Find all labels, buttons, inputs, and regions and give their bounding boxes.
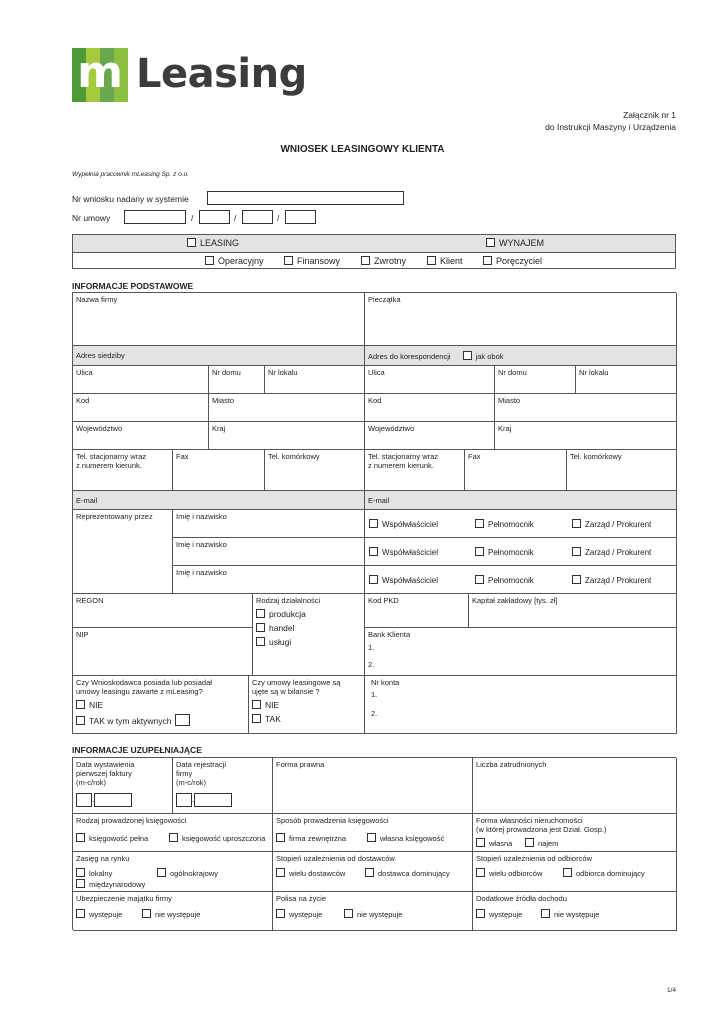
type-selection-box — [72, 234, 676, 269]
rented-option[interactable] — [525, 838, 558, 848]
extra-income-label: Dodatkowe źródła dochodu — [476, 894, 567, 903]
many-sup-label: wielu dostawców — [289, 869, 346, 878]
asset-not-occurs-option[interactable] — [142, 909, 200, 919]
activity-label: Rodzaj działalności — [256, 596, 321, 605]
invoice-line1: Data wystawienia — [76, 760, 135, 769]
life-insurance-field — [273, 892, 473, 931]
system-number-input[interactable] — [207, 191, 404, 205]
email-label: E-mail — [76, 496, 98, 505]
yes-label: TAK — [265, 714, 281, 724]
basic-info-table — [72, 292, 676, 734]
phone-label-line2: z numerem kierunk. — [76, 461, 142, 470]
capital-label: Kapitał zakładowy [tys. zł] — [472, 596, 558, 605]
market-reach-field — [73, 852, 273, 892]
rep-name-field-2[interactable] — [173, 538, 365, 566]
has-contracts-line1: Czy Wnioskodawca posiada lub posiadał — [76, 678, 212, 687]
balance-no-option[interactable] — [252, 700, 279, 710]
checkbox-icon[interactable] — [344, 909, 353, 918]
yes-active-label: TAK w tym aktywnych — [89, 716, 172, 726]
checkbox-icon[interactable] — [205, 256, 214, 265]
board-label: Zarząd / Prokurent — [585, 548, 652, 557]
rep-name-field-3[interactable] — [173, 566, 365, 594]
occurs-label: występuje — [289, 910, 323, 919]
checkbox-icon[interactable] — [276, 909, 285, 918]
leasing-option[interactable] — [187, 238, 239, 248]
hq-city-field[interactable] — [209, 394, 365, 422]
accounting-method-field — [273, 814, 473, 852]
hq-mobile-field[interactable] — [265, 450, 365, 491]
supplier-dep-label: Stopień uzależnienia od dostawców — [276, 854, 395, 863]
full-accounting-option[interactable] — [76, 833, 148, 843]
checkbox-icon[interactable] — [483, 256, 492, 265]
corr-local-no-field[interactable] — [576, 366, 677, 394]
local-label: lokalny — [89, 869, 113, 878]
asset-occurs-option[interactable] — [76, 909, 122, 919]
national-label: ogólnokrajowy — [170, 869, 218, 878]
accounting-label: Rodzaj prowadzonej księgowości — [76, 816, 187, 825]
reg-year-input[interactable] — [194, 793, 232, 807]
many-buyers-option[interactable] — [476, 868, 542, 878]
attorney-label: Pełnomocnik — [488, 548, 534, 557]
no-label: NIE — [89, 700, 104, 710]
account-no-field[interactable] — [365, 676, 677, 734]
company-logo — [72, 47, 307, 102]
balance-field — [249, 676, 365, 734]
checkbox-icon[interactable] — [256, 637, 265, 646]
extra-info-table — [72, 757, 676, 930]
asset-insurance-field — [73, 892, 273, 931]
pkd-field[interactable] — [365, 594, 469, 628]
legal-form-label: Forma prawna — [276, 760, 325, 769]
checkbox-icon[interactable] — [252, 714, 261, 723]
account-no-label: Nr konta — [371, 678, 400, 687]
checkbox-icon[interactable] — [369, 547, 378, 556]
board-option[interactable] — [572, 519, 651, 529]
phone-label-line2: z numerem kierunk. — [368, 461, 434, 470]
corr-street-field[interactable] — [365, 366, 495, 394]
simple-acc-label: księgowość uproszczona — [182, 834, 266, 843]
client-label: Klient — [440, 256, 463, 266]
buyer-dep-label: Stopień uzależnienia od odbiorców — [476, 854, 592, 863]
guarantor-option[interactable] — [483, 256, 542, 266]
corr-city-field[interactable] — [495, 394, 677, 422]
income-occurs-option[interactable] — [476, 909, 522, 919]
financial-label: Finansowy — [297, 256, 341, 266]
fax-label: Fax — [468, 452, 481, 461]
balance-yes-option[interactable] — [252, 714, 281, 724]
phone-label-line1: Tel. stacjonarny wraz — [368, 452, 439, 461]
postal-label: Kod — [76, 396, 90, 405]
dominant-buy-label: odbiorca dominujący — [576, 869, 645, 878]
slash: / — [191, 213, 194, 223]
checkbox-icon[interactable] — [541, 909, 550, 918]
checkbox-icon[interactable] — [475, 575, 484, 584]
invoice-year-input[interactable] — [94, 793, 132, 807]
corr-phone-field[interactable] — [365, 450, 465, 491]
contract-number-label: Nr umowy — [72, 213, 111, 223]
operating-label: Operacyjny — [218, 256, 264, 266]
stamp-field[interactable] — [365, 293, 677, 346]
operating-option[interactable] — [205, 256, 264, 266]
hq-house-no-field[interactable] — [209, 366, 265, 394]
invoice-month-input[interactable] — [76, 793, 95, 807]
external-label: firma zewnętrzna — [289, 834, 347, 843]
checkbox-icon[interactable] — [463, 351, 472, 360]
buyer-dependency-field — [473, 852, 677, 892]
bank-line-1: 1. — [368, 643, 375, 652]
leasing-label: LEASING — [200, 238, 240, 248]
co-owner-label: Współwłaściciel — [382, 576, 439, 585]
checkbox-icon[interactable] — [361, 256, 370, 265]
hq-street-field[interactable] — [73, 366, 209, 394]
checkbox-icon[interactable] — [476, 909, 485, 918]
checkbox-icon[interactable] — [157, 868, 166, 877]
checkbox-icon[interactable] — [169, 833, 178, 842]
not-occurs-label: nie występuje — [554, 910, 600, 919]
mobile-label: Tel. komórkowy — [268, 452, 320, 461]
country-label: Kraj — [212, 424, 226, 433]
checkbox-icon[interactable] — [486, 238, 495, 247]
checkbox-icon[interactable] — [572, 519, 581, 528]
yes-active-option[interactable] — [76, 714, 190, 726]
life-not-occurs-option[interactable] — [344, 909, 402, 919]
city-label: Miasto — [212, 396, 235, 405]
hq-postal-field[interactable] — [73, 394, 209, 422]
dot: . — [92, 795, 95, 805]
attachment-note: Załącznik nr 1 — [623, 110, 676, 120]
checkbox-icon[interactable] — [252, 700, 261, 709]
bank-line-2: 2. — [368, 660, 375, 669]
phone-label-line1: Tel. stacjonarny wraz — [76, 452, 147, 461]
checkbox-icon[interactable] — [367, 833, 376, 842]
checkbox-icon[interactable] — [284, 256, 293, 265]
account-line-2: 2. — [371, 709, 378, 718]
first-invoice-field — [73, 758, 173, 814]
trade-label: handel — [269, 623, 295, 633]
no-option[interactable] — [76, 700, 103, 710]
house-no-label: Nr domu — [212, 368, 241, 377]
house-no-label: Nr domu — [498, 368, 527, 377]
corr-address-header — [365, 346, 677, 366]
return-option[interactable] — [361, 256, 406, 266]
checkbox-icon[interactable] — [476, 868, 485, 877]
production-label: produkcja — [269, 609, 306, 619]
account-line-1: 1. — [371, 690, 378, 699]
local-option[interactable] — [76, 868, 112, 878]
checkbox-icon[interactable] — [76, 909, 85, 918]
checkbox-icon[interactable] — [76, 868, 85, 877]
hq-fax-field[interactable] — [173, 450, 265, 491]
legal-form-field[interactable] — [273, 758, 473, 814]
asset-ins-label: Ubezpieczenie majątku firmy — [76, 894, 172, 903]
attorney-label: Pełnomocnik — [488, 576, 534, 585]
nip-field[interactable] — [73, 628, 253, 676]
checkbox-icon[interactable] — [256, 623, 265, 632]
checkbox-icon[interactable] — [572, 575, 581, 584]
balance-line2: ujęte są w bilansie ? — [252, 687, 320, 696]
hq-voivodeship-field[interactable] — [73, 422, 209, 450]
hq-local-no-field[interactable] — [265, 366, 365, 394]
production-option[interactable] — [256, 609, 306, 619]
instruction-note: do Instrukcji Maszyny i Urządzenia — [545, 122, 676, 132]
voivodeship-label: Województwo — [76, 424, 123, 433]
dominant-supplier-option[interactable] — [365, 868, 450, 878]
checkbox-icon[interactable] — [276, 868, 285, 877]
form-title: WNIOSEK LEASINGOWY KLIENTA — [280, 144, 445, 155]
attorney-label: Pełnomocnik — [488, 520, 534, 529]
mobile-label: Tel. komórkowy — [570, 452, 622, 461]
full-name-label: Imię i nazwisko — [176, 568, 227, 577]
not-occurs-label: nie występuje — [155, 910, 201, 919]
local-no-label: Nr lokalu — [579, 368, 609, 377]
ownership-line1: Forma własności nieruchomości — [476, 816, 583, 825]
basic-info-title: INFORMACJE PODSTAWOWE — [72, 281, 194, 291]
no-label: NIE — [265, 700, 280, 710]
checkbox-icon[interactable] — [427, 256, 436, 265]
checkbox-icon[interactable] — [187, 238, 196, 247]
system-number-label: Nr wniosku nadany w systemie — [72, 194, 189, 204]
co-owner-option[interactable] — [369, 575, 438, 585]
contract-number-part-4[interactable] — [285, 210, 316, 224]
checkbox-icon[interactable] — [76, 700, 85, 709]
dot: . — [192, 795, 195, 805]
property-ownership-field — [473, 814, 677, 852]
represented-by-label: Reprezentowany przez — [76, 512, 153, 521]
page-number: 1/4 — [666, 987, 676, 994]
company-name-label: Nazwa firmy — [76, 295, 118, 304]
international-label: międzynarodowy — [89, 880, 146, 889]
many-suppliers-option[interactable] — [276, 868, 345, 878]
bank-label: Bank Klienta — [368, 630, 411, 639]
corr-address-label: Adres do korespondencji — [368, 352, 451, 361]
not-occurs-label: nie występuje — [357, 910, 403, 919]
corr-voivodeship-field[interactable] — [365, 422, 495, 450]
corr-country-field[interactable] — [495, 422, 677, 450]
corr-house-no-field[interactable] — [495, 366, 576, 394]
market-label: Zasięg na rynku — [76, 854, 130, 863]
client-option[interactable] — [427, 256, 463, 266]
board-option[interactable] — [572, 575, 651, 585]
checkbox-icon[interactable] — [563, 868, 572, 877]
contract-number-part-1[interactable] — [124, 210, 186, 224]
co-owner-option[interactable] — [369, 519, 438, 529]
board-label: Zarząd / Prokurent — [585, 520, 652, 529]
fill-note: Wypełnia pracownik mLeasing Sp. z o.o. — [72, 171, 190, 178]
email-label: E-mail — [368, 496, 390, 505]
return-label: Zwrotny — [374, 256, 407, 266]
services-label: usługi — [269, 637, 292, 647]
simple-accounting-option[interactable] — [169, 833, 265, 843]
owned-label: własna — [489, 839, 513, 848]
reg-line1: Data rejestracji — [176, 760, 227, 769]
checkbox-icon[interactable] — [475, 519, 484, 528]
rep-role-row-3 — [365, 566, 677, 594]
country-label: Kraj — [498, 424, 512, 433]
attorney-option[interactable] — [475, 519, 534, 529]
services-option[interactable] — [256, 637, 291, 647]
local-no-label: Nr lokalu — [268, 368, 298, 377]
street-label: Ulica — [76, 368, 93, 377]
rental-option[interactable] — [486, 238, 544, 248]
stamp-label: Pieczątka — [368, 295, 401, 304]
attorney-option[interactable] — [475, 547, 534, 557]
board-option[interactable] — [572, 547, 651, 557]
full-acc-label: księgowość pełna — [89, 834, 149, 843]
hq-address-header — [73, 346, 365, 366]
checkbox-icon[interactable] — [76, 879, 85, 888]
city-label: Miasto — [498, 396, 521, 405]
supplier-dependency-field — [273, 852, 473, 892]
contract-number-part-3[interactable] — [242, 210, 273, 224]
dominant-buyer-option[interactable] — [563, 868, 645, 878]
invoice-line3: (m-c/rok) — [76, 778, 106, 787]
reg-line2: firmy — [176, 769, 193, 778]
has-contracts-line2: umowy leasingu zawarte z mLeasing? — [76, 687, 203, 696]
checkbox-icon[interactable] — [572, 547, 581, 556]
extra-income-field — [473, 892, 677, 931]
checkbox-icon[interactable] — [276, 833, 285, 842]
co-owner-label: Współwłaściciel — [382, 520, 439, 529]
nip-label: NIP — [76, 630, 89, 639]
logo-letter: m — [77, 47, 123, 98]
corr-fax-field[interactable] — [465, 450, 567, 491]
hq-country-field[interactable] — [209, 422, 365, 450]
checkbox-icon[interactable] — [369, 575, 378, 584]
voivodeship-label: Województwo — [368, 424, 415, 433]
postal-label: Kod — [368, 396, 382, 405]
checkbox-icon[interactable] — [476, 838, 485, 847]
rep-role-row-2 — [365, 538, 677, 566]
reg-line3: (m-c/rok) — [176, 778, 206, 787]
company-name-field[interactable] — [73, 293, 365, 346]
street-label: Ulica — [368, 368, 385, 377]
life-ins-label: Polisa na życie — [276, 894, 327, 903]
regon-field[interactable] — [73, 594, 253, 628]
activity-field — [253, 594, 365, 676]
ownership-line2: (w której prowadzona jest Dział. Gosp.) — [476, 825, 607, 834]
has-contracts-field — [73, 676, 249, 734]
attorney-option[interactable] — [475, 575, 534, 585]
external-accounting-option[interactable] — [276, 833, 346, 843]
slash: / — [277, 213, 280, 223]
board-label: Zarząd / Prokurent — [585, 576, 652, 585]
occurs-label: występuje — [89, 910, 123, 919]
checkbox-icon[interactable] — [142, 909, 151, 918]
logo-text: Leasing — [136, 51, 307, 97]
rep-name-field-1[interactable] — [173, 510, 365, 538]
full-name-label: Imię i nazwisko — [176, 540, 227, 549]
checkbox-icon[interactable] — [365, 868, 374, 877]
employees-field[interactable] — [473, 758, 677, 814]
life-occurs-option[interactable] — [276, 909, 322, 919]
corr-postal-field[interactable] — [365, 394, 495, 422]
acc-method-label: Sposób prowadzenia księgowości — [276, 816, 389, 825]
as-above-label: jak obok — [475, 352, 504, 361]
bank-field[interactable] — [365, 628, 677, 676]
financial-option[interactable] — [284, 256, 340, 266]
contract-number-part-2[interactable] — [199, 210, 230, 224]
co-owner-label: Współwłaściciel — [382, 548, 439, 557]
corr-email-field[interactable] — [365, 491, 677, 510]
employees-label: Liczba zatrudnionych — [476, 760, 547, 769]
occurs-label: występuje — [489, 910, 523, 919]
represented-by-field — [73, 510, 173, 594]
full-name-label: Imię i nazwisko — [176, 512, 227, 521]
reg-month-input[interactable] — [176, 793, 195, 807]
checkbox-icon[interactable] — [256, 609, 265, 618]
hq-address-label: Adres siedziby — [76, 351, 125, 360]
own-label: własna księgowość — [380, 834, 445, 843]
checkbox-icon[interactable] — [76, 833, 85, 842]
invoice-line2: pierwszej faktury — [76, 769, 132, 778]
national-option[interactable] — [157, 868, 218, 878]
regon-label: REGON — [76, 596, 104, 605]
guarantor-label: Poręczyciel — [496, 256, 543, 266]
checkbox-icon[interactable] — [76, 716, 85, 725]
co-owner-option[interactable] — [369, 547, 438, 557]
pkd-label: Kod PKD — [368, 596, 399, 605]
registration-date-field — [173, 758, 273, 814]
checkbox-icon[interactable] — [369, 519, 378, 528]
many-buy-label: wielu odbiorców — [489, 869, 543, 878]
capital-field[interactable] — [469, 594, 677, 628]
rental-label: WYNAJEM — [499, 238, 544, 248]
fax-label: Fax — [176, 452, 189, 461]
owned-option[interactable] — [476, 838, 512, 848]
corr-mobile-field[interactable] — [567, 450, 677, 491]
rep-role-row-1 — [365, 510, 677, 538]
income-not-occurs-option[interactable] — [541, 909, 599, 919]
accounting-type-field — [73, 814, 273, 852]
rented-label: najem — [538, 839, 559, 848]
own-accounting-option[interactable] — [367, 833, 444, 843]
extra-info-title: INFORMACJE UZUPEŁNIAJĄCE — [72, 745, 202, 755]
trade-option[interactable] — [256, 623, 295, 633]
active-count-input[interactable] — [175, 714, 190, 726]
dominant-sup-label: dostawca dominujący — [378, 869, 450, 878]
checkbox-icon[interactable] — [475, 547, 484, 556]
checkbox-icon[interactable] — [525, 838, 534, 847]
hq-email-field[interactable] — [73, 491, 365, 510]
hq-phone-field[interactable] — [73, 450, 173, 491]
international-option[interactable] — [76, 879, 145, 889]
balance-line1: Czy umowy leasingowe są — [252, 678, 341, 687]
slash: / — [234, 213, 237, 223]
